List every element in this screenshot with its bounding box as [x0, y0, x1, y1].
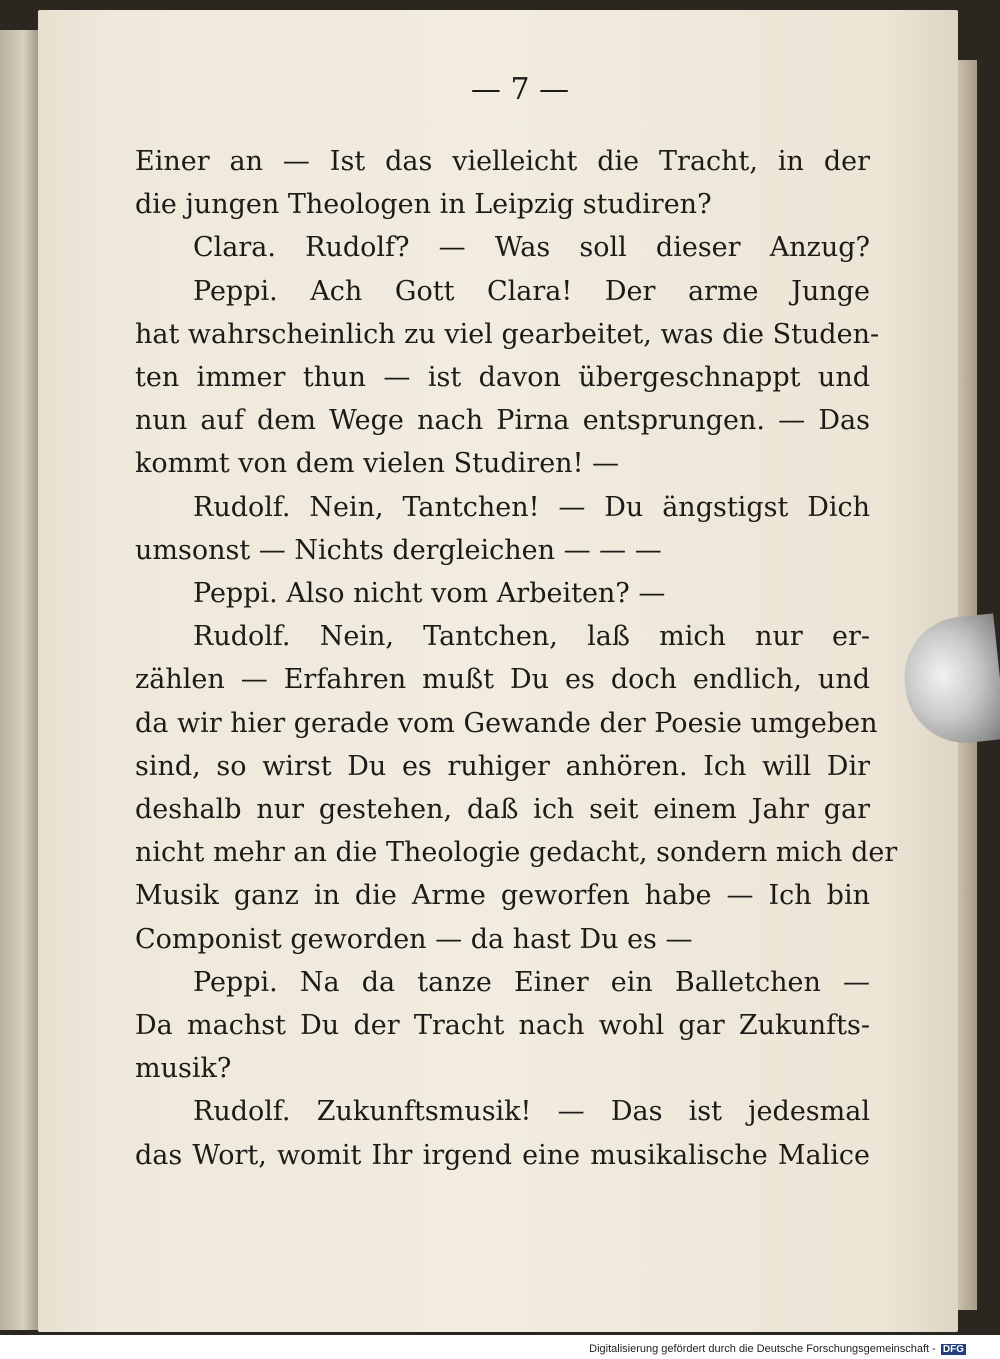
text-line: Musik ganz in die Arme geworfen habe — Ich bin: [135, 880, 870, 912]
dfg-logo: DFG: [942, 1344, 964, 1355]
text-line: Rudolf. Nein, Tantchen, laß mich nur er-: [193, 621, 870, 653]
text-line: nun auf dem Wege nach Pirna entsprungen. — Das: [135, 405, 870, 437]
text-line: das Wort, womit Ihr irgend eine musikalische Malice: [135, 1139, 870, 1171]
page-text: [135, 140, 898, 1177]
text-line: Einer an — Ist das vielleicht die Tracht, in der: [135, 146, 870, 177]
text-line: musik?: [135, 1053, 232, 1085]
digitization-footer: [589, 1343, 966, 1355]
text-line: zählen — Erfahren mußt Du es doch endlich, und: [135, 664, 870, 696]
text-line: die jungen Theologen in Leipzig studiren?: [135, 189, 712, 221]
text-line: kommt von dem vielen Studiren! —: [135, 448, 619, 480]
text-line: Rudolf. Zukunftsmusik! — Das ist jedesmal: [193, 1096, 870, 1128]
text-line: Peppi. Ach Gott Clara! Der arme Junge: [193, 275, 870, 307]
text-line: Peppi. Na da tanze Einer ein Balletchen —: [193, 966, 870, 998]
text-line: umsonst — Nichts dergleichen — — —: [135, 534, 662, 566]
text-line: nicht mehr an die Theologie gedacht, sondern mich der: [135, 837, 898, 869]
text-line: Clara. Rudolf? — Was soll dieser Anzug?: [193, 232, 870, 264]
text-line: deshalb nur gestehen, daß ich seit einem Jahr gar: [135, 794, 870, 826]
left-page-edge: [0, 30, 40, 1330]
page-number: — 7 —: [470, 72, 570, 107]
text-line: Rudolf. Nein, Tantchen! — Du ängstigst Dich: [193, 491, 870, 523]
text-line: Da machst Du der Tracht nach wohl gar Zukunfts-: [135, 1010, 870, 1042]
text-line: Componist geworden — da hast Du es —: [135, 923, 693, 955]
text-line: da wir hier gerade vom Gewande der Poesie umgeben: [135, 707, 878, 739]
text-line: ten immer thun — ist davon übergeschnappt und: [135, 362, 870, 394]
text-line: sind, so wirst Du es ruhiger anhören. Ich will Dir: [135, 750, 870, 782]
text-line: Peppi. Also nicht vom Arbeiten? —: [193, 578, 666, 610]
footer-text: Digitalisierung gefördert durch die Deutsche Forschungsgemeinschaft -: [589, 1343, 936, 1355]
text-line: hat wahrscheinlich zu viel gearbeitet, was die Studen-: [135, 318, 880, 350]
